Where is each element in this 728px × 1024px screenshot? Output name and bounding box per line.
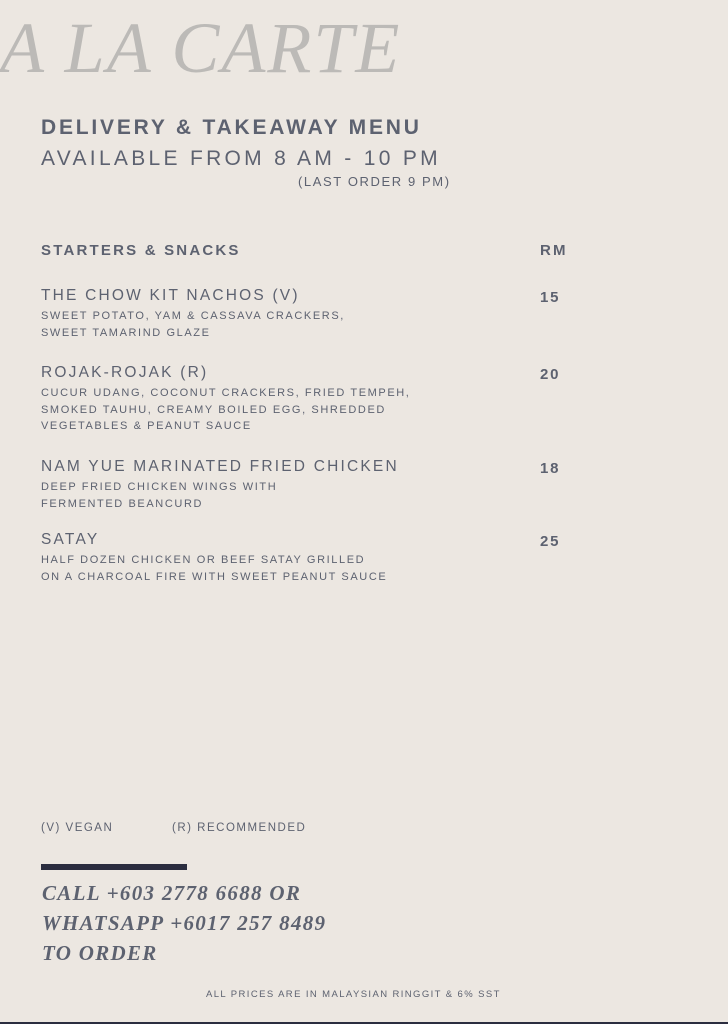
item-description-line: SWEET POTATO, YAM & CASSAVA CRACKERS, bbox=[41, 310, 345, 322]
item-name: THE CHOW KIT NACHOS (V) bbox=[41, 287, 300, 304]
item-description-line: CUCUR UDANG, COCONUT CRACKERS, FRIED TEMPEH, bbox=[41, 387, 411, 399]
menu-item-rojak bbox=[41, 364, 601, 435]
accent-divider bbox=[41, 864, 187, 870]
menu-title: DELIVERY & TAKEAWAY MENU bbox=[41, 116, 422, 139]
legend-vegan: (V) VEGAN bbox=[41, 822, 114, 834]
item-description-line: HALF DOZEN CHICKEN OR BEEF SATAY GRILLED bbox=[41, 554, 366, 566]
currency-label: RM bbox=[540, 242, 568, 259]
section-heading: STARTERS & SNACKS bbox=[41, 242, 241, 259]
item-name: ROJAK-ROJAK (R) bbox=[41, 364, 209, 381]
menu-item-satay bbox=[41, 531, 601, 585]
item-name: SATAY bbox=[41, 531, 100, 548]
order-whatsapp-line: WHATSAPP +6017 257 8489 bbox=[42, 911, 327, 935]
legend-recommended: (R) RECOMMENDED bbox=[172, 822, 307, 834]
menu-item-nachos bbox=[41, 287, 601, 341]
item-name: NAM YUE MARINATED FRIED CHICKEN bbox=[41, 458, 399, 475]
item-description-line: DEEP FRIED CHICKEN WINGS WITH bbox=[41, 481, 278, 493]
item-description bbox=[41, 479, 601, 512]
brand-title: A LA CARTE bbox=[0, 8, 402, 88]
item-description bbox=[41, 385, 601, 435]
item-price: 15 bbox=[540, 289, 561, 306]
opening-hours: AVAILABLE FROM 8 AM - 10 PM bbox=[41, 147, 441, 170]
menu-item-fried-chicken bbox=[41, 458, 601, 512]
item-description bbox=[41, 552, 601, 585]
item-description-line: ON A CHARCOAL FIRE WITH SWEET PEANUT SAUCE bbox=[41, 570, 388, 583]
item-price: 18 bbox=[540, 460, 561, 477]
order-call-line: CALL +603 2778 6688 OR bbox=[42, 881, 302, 905]
item-description-line: FERMENTED BEANCURD bbox=[41, 497, 204, 510]
item-price: 25 bbox=[540, 533, 561, 550]
item-description-line: SMOKED TAUHU, CREAMY BOILED EGG, SHREDDED bbox=[41, 403, 386, 416]
price-footnote: ALL PRICES ARE IN MALAYSIAN RINGGIT & 6% SST bbox=[206, 989, 501, 1000]
item-description bbox=[41, 308, 601, 341]
item-price: 20 bbox=[540, 366, 561, 383]
last-order-note: (LAST ORDER 9 PM) bbox=[298, 174, 451, 189]
item-description-line: VEGETABLES & PEANUT SAUCE bbox=[41, 420, 252, 432]
item-description-line: SWEET TAMARIND GLAZE bbox=[41, 326, 211, 339]
order-cta-line: TO ORDER bbox=[42, 941, 158, 965]
